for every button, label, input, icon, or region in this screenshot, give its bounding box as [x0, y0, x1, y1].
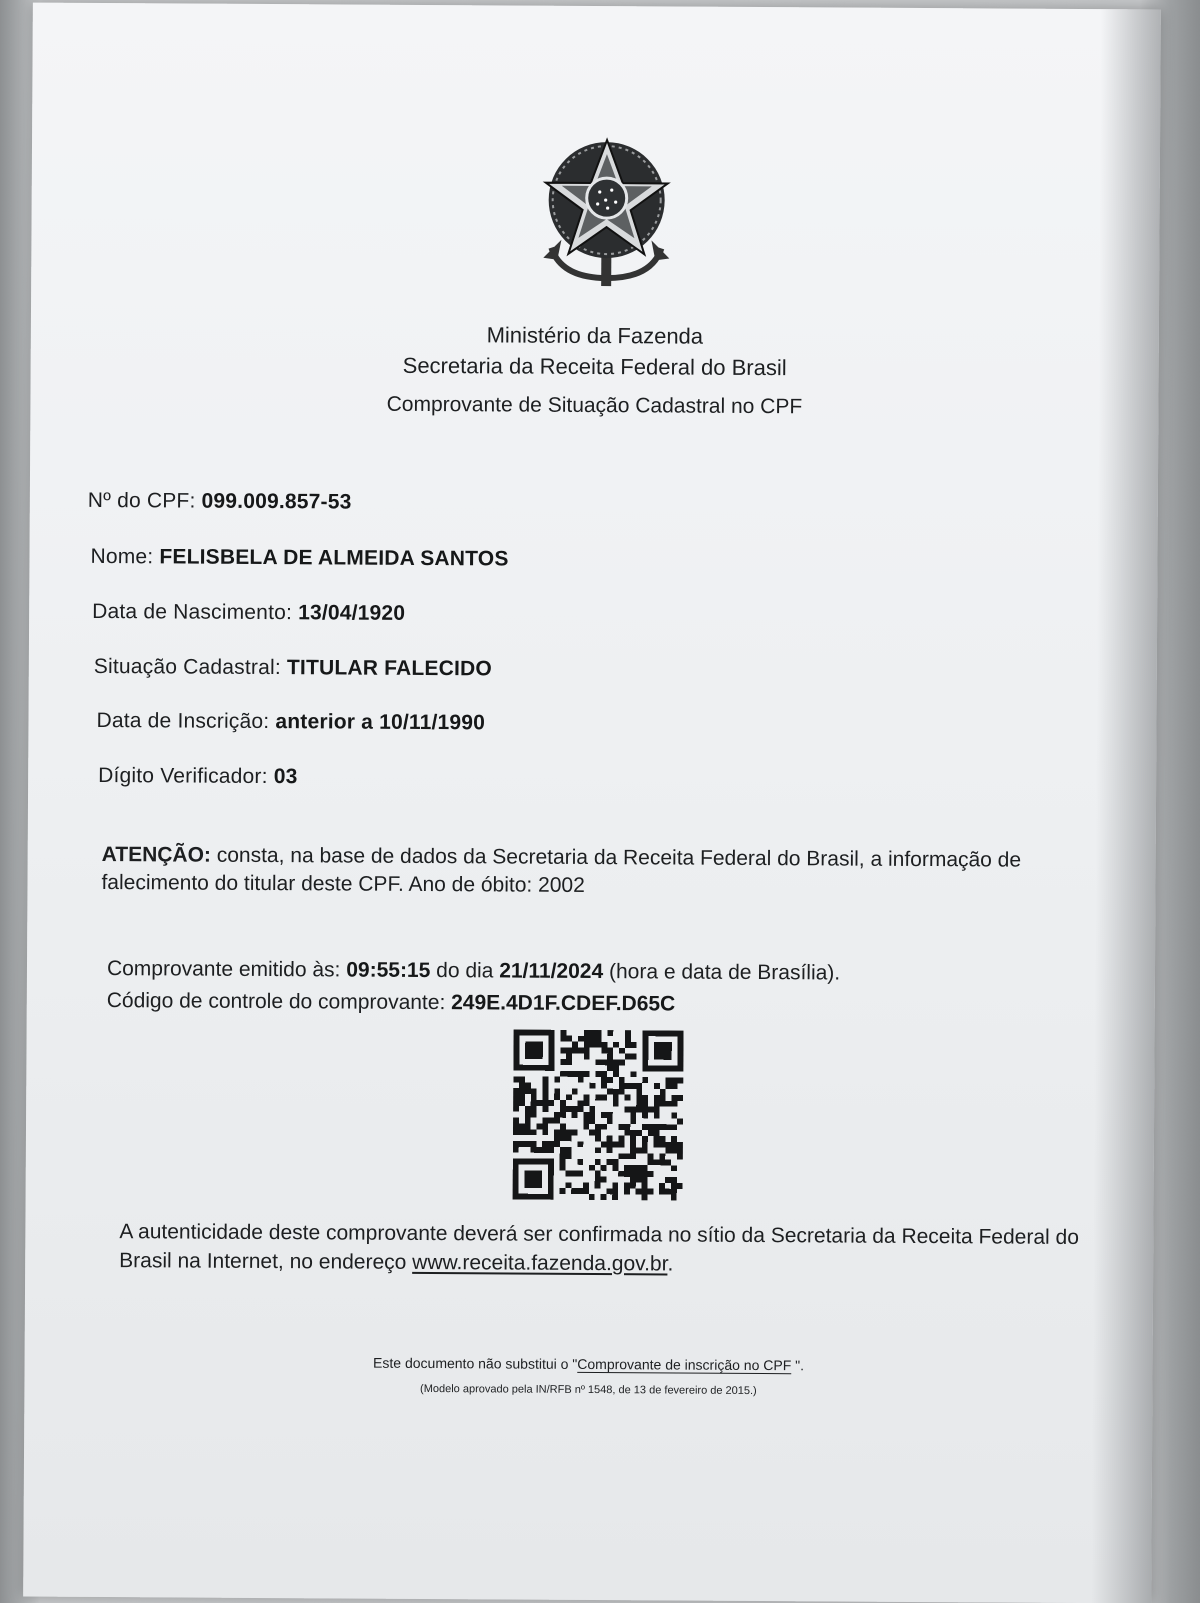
header-block — [31, 317, 1159, 386]
qr-code — [513, 1030, 684, 1201]
field-registration-date — [96, 709, 485, 735]
authenticity-end: . — [667, 1252, 674, 1276]
issued-suffix: (hora e data de Brasília). — [608, 960, 841, 985]
attention-label: ATENÇÃO: — [101, 843, 212, 867]
issuance-info — [107, 953, 841, 1021]
field-birth-date — [92, 600, 405, 626]
field-value: anterior a 10/11/1990 — [275, 710, 486, 735]
field-label: Situação Cadastral: — [93, 654, 281, 680]
field-name — [90, 545, 508, 572]
footer-model-note: (Modelo aprovado pela IN/RFB nº 1548, de 13 de fevereiro de 2015.) — [420, 1382, 757, 1398]
control-label: Código de controle do comprovante: — [106, 989, 446, 1015]
issued-middle: do dia — [436, 959, 494, 983]
field-check-digit — [98, 764, 298, 789]
ministry-name: Ministério da Fazenda — [486, 322, 704, 349]
authenticity-notice — [119, 1217, 1079, 1281]
field-label: Data de Inscrição: — [96, 708, 270, 734]
issued-time: 09:55:15 — [346, 958, 431, 983]
field-label: Dígito Verificador: — [98, 763, 268, 789]
footer-suffix: ". — [791, 1357, 805, 1374]
footer-prefix: Este documento não substitui o " — [373, 1354, 578, 1372]
brazil-coat-of-arms-icon — [531, 128, 682, 289]
issued-prefix: Comprovante emitido às: — [106, 957, 341, 982]
secretariat-name: Secretaria da Receita Federal do Brasil — [402, 352, 787, 381]
field-label: Nº do CPF: — [87, 488, 196, 513]
field-value: FELISBELA DE ALMEIDA SANTOS — [159, 545, 509, 571]
control-code: 249E.4D1F.CDEF.D65C — [451, 991, 676, 1016]
field-cpf — [88, 489, 352, 515]
field-value: 13/04/1920 — [298, 601, 406, 625]
issued-line — [107, 953, 840, 989]
field-value: 03 — [273, 765, 298, 789]
footer-disclaimer — [25, 1353, 1153, 1376]
field-label: Data de Nascimento: — [92, 599, 293, 625]
field-label: Nome: — [90, 544, 154, 569]
field-value: TITULAR FALECIDO — [286, 656, 493, 681]
footer-link[interactable]: Comprovante de inscrição no CPF — [577, 1355, 792, 1374]
document-title: Comprovante de Situação Cadastral no CPF — [386, 392, 803, 419]
field-status — [94, 655, 492, 681]
authenticity-text: A autenticidade deste comprovante deverá ser confirmada no sítio da Secretaria da Receita Federal do Brasil na Internet, no endereço — [119, 1220, 1079, 1274]
issued-date: 21/11/2024 — [499, 959, 604, 984]
receita-website-link[interactable]: www.receita.fazenda.gov.br — [412, 1250, 668, 1276]
control-code-line — [107, 985, 840, 1021]
field-value: 099.009.857-53 — [201, 489, 352, 514]
document-page — [23, 3, 1161, 1603]
attention-notice — [101, 841, 1101, 903]
attention-text: consta, na base de dados da Secretaria da Receita Federal do Brasil, a informação de falecimento do titular deste CPF. Ano de óbito: 2002 — [101, 843, 1022, 897]
